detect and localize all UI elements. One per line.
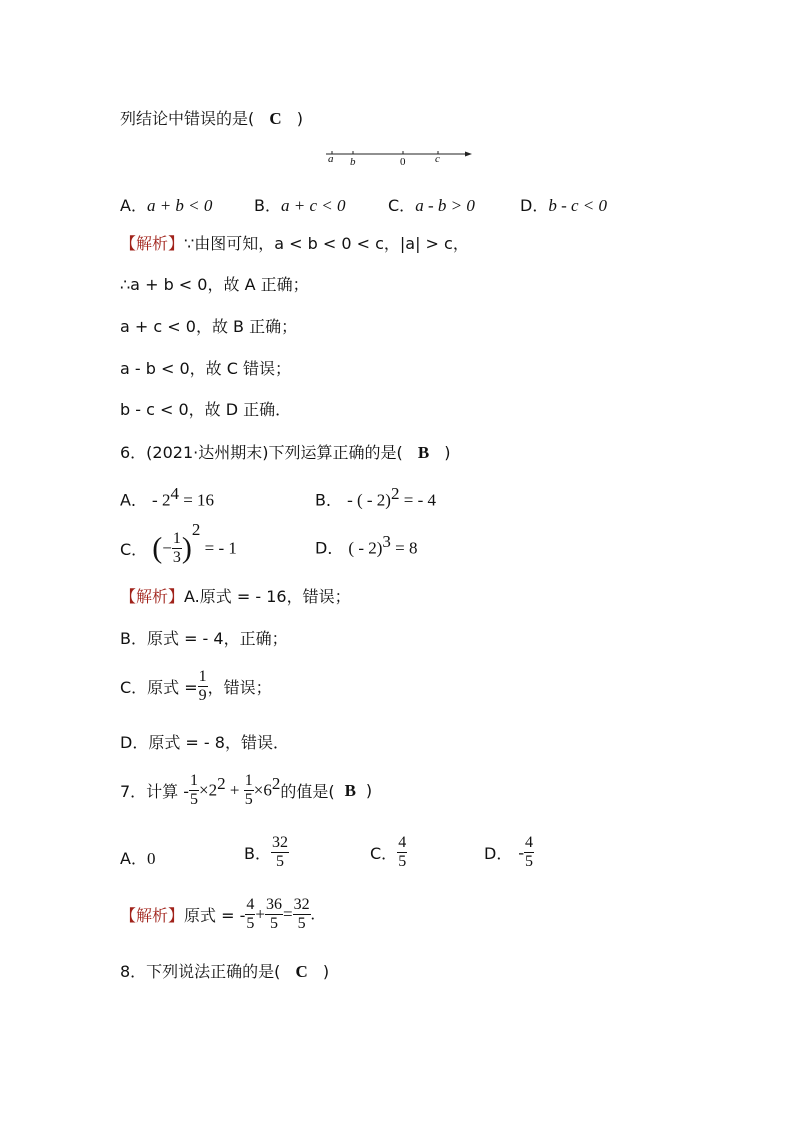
numberline-label-zero: 0: [400, 156, 406, 168]
fraction: $\frac{32}{5}$: [293, 896, 310, 932]
q5-solution-line3: a + c < 0，故 B 正确；: [120, 317, 298, 336]
q6-stem: 6．(2021·达州期末)下列运算正确的是( B ): [120, 443, 451, 462]
q6-solution-c: C．原式 = $\frac{1}{9}$ ，错误；: [120, 668, 272, 704]
q5-option-a: A．a + b < 0: [120, 196, 213, 215]
q6-solution-a: 【解析】A.原式 = - 16，错误；: [120, 587, 351, 606]
fraction: $\frac{4}{5}$: [246, 896, 255, 932]
q5-solution-line2: ∴a + b < 0，故 A 正确；: [120, 275, 309, 294]
fraction: $\frac{4}{5}$: [525, 834, 533, 870]
fraction: $\frac{4}{5}$: [398, 834, 407, 870]
q6-option-c: C． (− $\frac{1}{3}$ )$^2$ = - 1: [120, 520, 237, 566]
q8-answer: C: [295, 962, 308, 981]
q5-stem: 列结论中错误的是( C ): [120, 109, 303, 128]
fraction: $\frac{32}{5}$: [271, 834, 288, 870]
q5-solution-line5: b - c < 0，故 D 正确．: [120, 400, 292, 419]
q5-answer: C: [269, 109, 282, 128]
solution-tag: 【解析】: [120, 234, 185, 253]
fraction: $\frac{1}{5}$: [190, 772, 199, 808]
left-paren: (: [152, 531, 163, 565]
q7-option-b: B． $\frac{32}{5}$: [244, 834, 288, 870]
q5-option-b: B．a + c < 0: [254, 196, 346, 215]
q6-solution-b: B．原式 = - 4，正确；: [120, 629, 288, 648]
fraction: $\frac{1}{5}$: [244, 772, 253, 808]
q5-option-c: C．a - b > 0: [388, 196, 475, 215]
fraction: $\frac{1}{3}$: [172, 530, 181, 566]
solution-tag: 【解析】: [120, 906, 185, 925]
q7-stem: 7．计算 - $\frac{1}{5}$ $\times 2^2$ + $\frac{1}{5}$ $\times 6^2$的值是( B ): [120, 772, 373, 808]
q7-option-d: D． - $\frac{4}{5}$: [484, 834, 533, 870]
q5-solution-line4: a - b < 0，故 C 错误；: [120, 359, 292, 378]
q6-solution-d: D．原式 = - 8，错误．: [120, 733, 289, 752]
solution-tag: 【解析】: [120, 587, 185, 606]
fraction: $\frac{1}{9}$: [198, 668, 207, 704]
q7-option-c: C． $\frac{4}{5}$: [370, 834, 407, 870]
q7-option-a: A．0: [120, 849, 156, 868]
fraction: $\frac{36}{5}$: [265, 896, 282, 932]
q5-option-d: D．b - c < 0: [520, 196, 608, 215]
q5-solution-line1: 【解析】∵由图可知，a < b < 0 < c，|a| > c，: [120, 234, 469, 253]
q6-option-d: D． ( - 2)$^3$ = 8: [315, 532, 418, 558]
right-paren: ): [181, 531, 192, 565]
q6-option-a: A． - $2^4 = 16$: [120, 484, 215, 510]
q7-solution: 【解析】原式 = - $\frac{4}{5}$ + $\frac{36}{5}$ = $\frac{32}{5}$ .: [120, 896, 315, 932]
number-line: [322, 146, 476, 170]
q6-option-b: B． - ( - 2)$^2$ = - 4: [315, 484, 436, 510]
numberline-label-a: a: [328, 153, 334, 165]
numberline-label-c: c: [435, 153, 440, 165]
q6-answer: B: [417, 443, 430, 462]
numberline-label-b: b: [350, 156, 356, 168]
q8-stem: 8．下列说法正确的是( C ): [120, 962, 330, 981]
q7-answer: B: [344, 780, 356, 800]
